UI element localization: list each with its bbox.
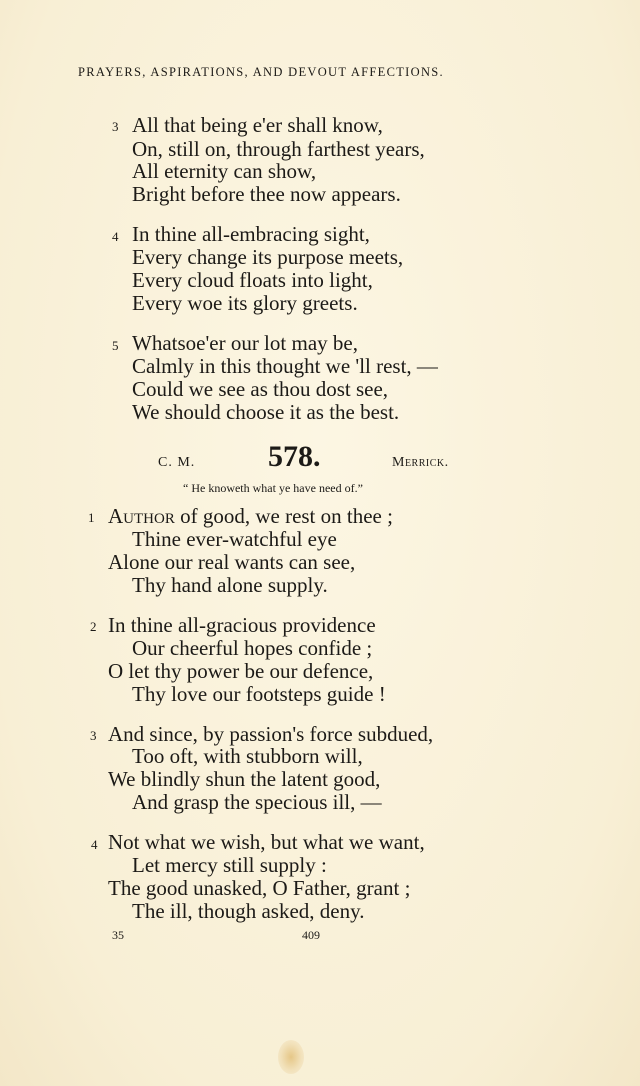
hymn-epigraph: “ He knoweth what ye have need of.” [183, 481, 363, 495]
verse-line: Thy hand alone supply. [132, 573, 328, 597]
verse-line: On, still on, through farthest years, [132, 137, 425, 161]
running-head: PRAYERS, ASPIRATIONS, AND DEVOUT AFFECTIONS. [78, 65, 444, 79]
verse-line: Every woe its glory greets. [132, 291, 358, 315]
verse-line: Every change its purpose meets, [132, 245, 404, 269]
verse-line: Whatsoe'er our lot may be, [132, 331, 358, 355]
verse-line: And since, by passion's force subdued, [108, 722, 434, 746]
verse-line: Thy love our footsteps guide ! [132, 682, 386, 706]
verse-line: Too oft, with stubborn will, [132, 744, 363, 768]
stanza-number: 5 [112, 338, 119, 353]
stanza-number: 4 [112, 229, 119, 244]
signature-mark: 35 [112, 928, 124, 942]
verse-line: In thine all-embracing sight, [132, 222, 370, 246]
verse-line: We blindly shun the latent good, [108, 767, 381, 791]
verse-line: Every cloud floats into light, [132, 268, 373, 292]
verse-line: Let mercy still supply : [132, 853, 327, 877]
verse-line: All that being e'er shall know, [132, 113, 383, 137]
verse-line: Could we see as thou dost see, [132, 377, 389, 401]
verse-line: The good unasked, O Father, grant ; [108, 876, 411, 900]
verse-line: Our cheerful hopes confide ; [132, 636, 373, 660]
verse-line: The ill, though asked, deny. [132, 899, 365, 923]
hymn-meter: C. M. [158, 455, 196, 470]
stanza-number: 3 [90, 728, 97, 743]
verse-line: Calmly in this thought we 'll rest, — [132, 354, 438, 378]
first-word-caps: Author [108, 504, 175, 528]
page-number: 409 [302, 928, 320, 942]
verse-line: We should choose it as the best. [132, 400, 400, 424]
verse-line: Bright before thee now appears. [132, 182, 401, 206]
verse-line-first [108, 504, 393, 528]
hymn-tune: Merrick. [392, 455, 449, 470]
hymn-number: 578. [268, 440, 321, 473]
verse-line: Alone our real wants can see, [108, 550, 356, 574]
verse-line-rest: of good, we rest on thee ; [174, 504, 393, 528]
stanza-number: 2 [90, 619, 97, 634]
paper-stain [278, 1040, 304, 1074]
stanza-number: 1 [88, 510, 95, 525]
verse-line: In thine all-gracious providence [108, 613, 376, 637]
verse-line: All eternity can show, [132, 159, 317, 183]
verse-line: And grasp the specious ill, — [132, 790, 382, 814]
verse-line: Thine ever-watchful eye [132, 527, 337, 551]
verse-line: O let thy power be our defence, [108, 659, 374, 683]
stanza-number: 3 [112, 119, 119, 134]
stanza-number: 4 [91, 837, 98, 852]
verse-line: Not what we wish, but what we want, [108, 830, 425, 854]
